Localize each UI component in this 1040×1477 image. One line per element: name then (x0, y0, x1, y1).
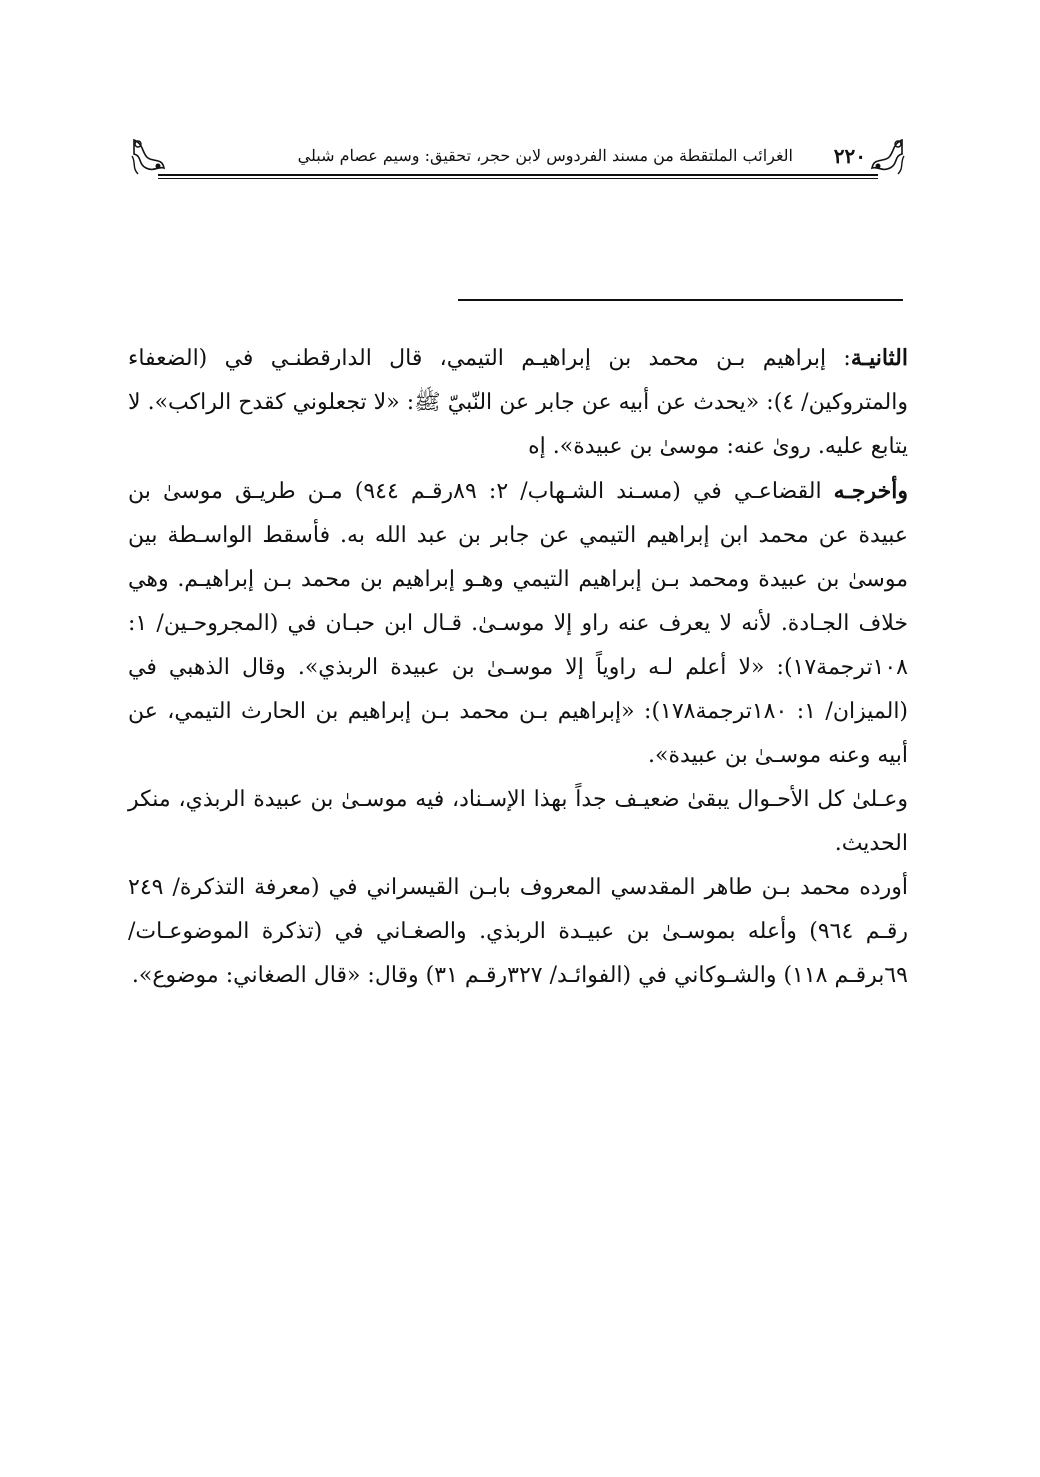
page-number: ٢٢٠ (833, 144, 866, 168)
paragraph (128, 336, 908, 469)
paragraph-lead: وأخرجـه (833, 478, 908, 504)
paragraph-text: : إبراهيم بـن محمد بن إبراهيـم التيمي، قال الدارقطنـي في (الضعفاء والمتروكين/ ٤): «يحدث عن أبيه عن جابر عن النّبيّ ﷺ: «لا تجعلوني كقدح الراكب». لا يتابع عليه. روىٰ عنه: موسىٰ بن عبيدة». إه (128, 346, 908, 459)
floral-ornament-icon (868, 136, 908, 178)
page-header (128, 132, 908, 184)
paragraph-text: وعـلىٰ كل الأحـوال يبقىٰ ضعيـف جداً بهذا الإسـناد، فيه موسـىٰ بن عبيدة الربذي، منكر الحديث. (128, 787, 908, 856)
paragraph-text: القضاعـي في (مسـند الشـهاب/ ٢: ٨٩رقـم ٩٤٤) مـن طريـق موسىٰ بن عبيدة عن محمد ابن إبراهيم التيمي عن جابر بن عبد الله به. فأسقط الواسـطة بين موسىٰ بن عبيدة ومحمد بـن إبراهيم التيمي وهـو إبراهيم بن محمد بـن إبراهيـم. وهي خلاف الجـادة. لأنه لا يعرف عنه راو إلا موسـىٰ. قـال ابن حبـان في (المجروحـين/ ١: ١٠٨ترجمة١٧): «لا أعلم لـه راوياً إلا موسـىٰ بن عبيدة الربذي». وقال الذهبي في (الميزان/ ١: ١٨٠ترجمة١٧٨): «إبراهيم بـن محمد بـن إبراهيم بن الحارث التيمي، عن أبيه وعنه موسـىٰ بن عبيدة». (128, 479, 909, 768)
floral-ornament-icon (128, 136, 168, 178)
paragraph-lead: الثانيـة (850, 345, 908, 371)
footnote-separator (458, 299, 903, 301)
footnote-body (128, 336, 908, 998)
paragraph (128, 469, 908, 778)
paragraph (128, 778, 908, 866)
paragraph-text: أورده محمد بـن طاهر المقدسي المعروف بابـن القيسراني في (معرفة التذكرة/ ٢٤٩ رقـم ٩٦٤) وأعله بموسـىٰ بن عبيـدة الربذي. والصغـاني في (تذكرة الموضوعـات/ ٦٩برقـم ١١٨) والشـوكاني في (الفوائـد/ ٣٢٧رقـم ٣١) وقال: «قال الصغاني: موضوع». (128, 875, 908, 988)
paragraph (128, 866, 908, 998)
header-rule-thin (158, 178, 878, 179)
header-rule (158, 174, 878, 176)
running-header-title: الغرائب الملتقطة من مسند الفردوس لابن حجر، تحقيق: وسيم عصام شبلي (297, 146, 793, 165)
